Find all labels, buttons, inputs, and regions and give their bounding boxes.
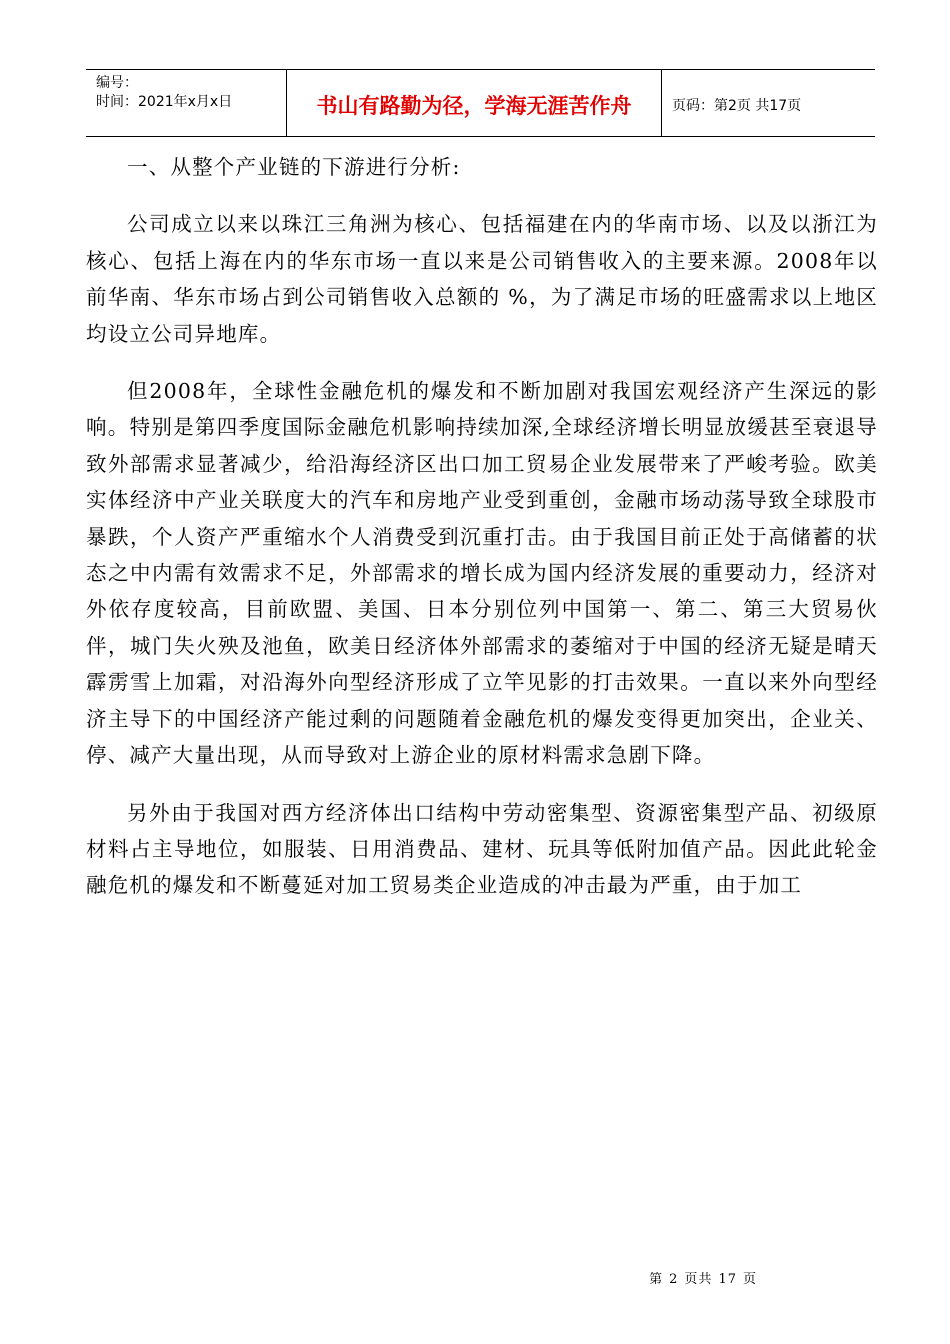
time-label: 时间：2021年x月x日 [96, 94, 233, 110]
page-footer [646, 1268, 760, 1287]
number-label: 编号： [96, 75, 138, 91]
footer-page-number: 2 [669, 1272, 679, 1287]
header-motto: 书山有路勤为径，学海无涯苦作舟 [287, 70, 662, 136]
section-heading: 一、从整个产业链的下游进行分析: [127, 155, 461, 179]
document-body [86, 149, 878, 904]
header-page-code: 页码：第2页 共17页 [672, 97, 802, 114]
footer-prefix: 第 [649, 1272, 664, 1287]
footer-total-pages: 17 [718, 1272, 737, 1287]
footer-suffix: 页 [742, 1272, 757, 1287]
paragraph: 公司成立以来以珠江三角洲为核心、包括福建在内的华南市场、以及以浙江为核心、包括上海在内的华东市场一直以来是公司销售收入的主要来源。2008年以前华南、华东市场占到公司销售收入总额的 %，为了满足市场的旺盛需求以上地区均设立公司异地库。 [86, 212, 878, 346]
header-meta [86, 70, 287, 136]
paragraph: 另外由于我国对西方经济体出口结构中劳动密集型、资源密集型产品、初级原材料占主导地位，如服装、日用消费品、建材、玩具等低附加值产品。因此此轮金融危机的爆发和不断蔓延对加工贸易类企业造成的冲击最为严重，由于加工 [86, 800, 878, 898]
paragraph: 但2008年，全球性金融危机的爆发和不断加剧对我国宏观经济产生深远的影响。特别是第四季度国际金融危机影响持续加深,全球经济增长明显放缓甚至衰退导致外部需求显著减少，给沿海经济区出口加工贸易企业发展带来了严峻考验。欧美实体经济中产业关联度大的汽车和房地产业受到重创，金融市场动荡导致全球股市暴跌，个人资产严重缩水个人消费受到沉重打击。由于我国目前正处于高储蓄的状态之中内需有效需求不足，外部需求的增长成为国内经济发展的重要动力，经济对外依存度较高，目前欧盟、美国、日本分别位列中国第一、第二、第三大贸易伙伴，城门失火殃及池鱼，欧美日经济体外部需求的萎缩对于中国的经济无疑是晴天霹雳雪上加霜，对沿海外向型经济形成了立竿见影的打击效果。一直以来外向型经济主导下的中国经济产能过剩的问题随着金融危机的爆发变得更加突出，企业关、停、减产大量出现，从而导致对上游企业的原材料需求急剧下降。 [86, 379, 878, 768]
footer-mid: 页共 [684, 1272, 713, 1287]
document-header [86, 69, 875, 137]
